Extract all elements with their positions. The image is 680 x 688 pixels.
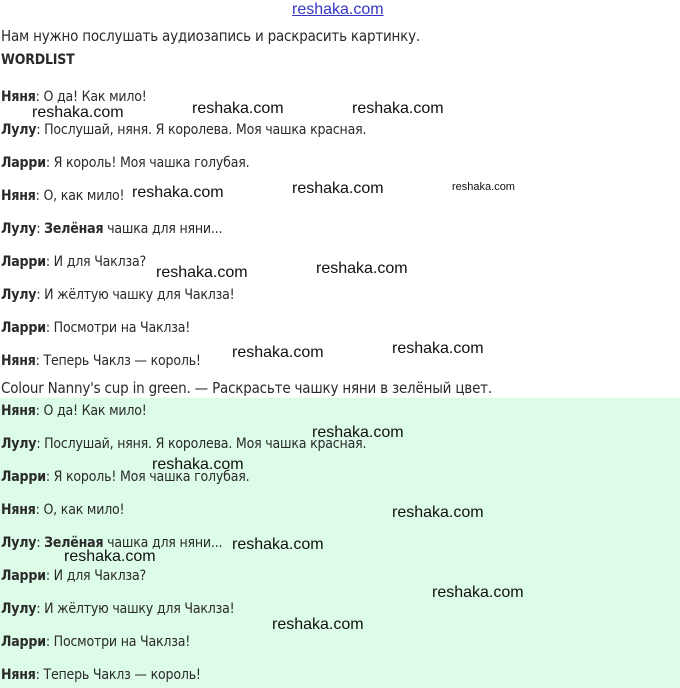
line-text: : О, как мило! [35,188,125,204]
watermark: reshaka.com [432,584,524,601]
dialogue-line [1,254,146,270]
line-prefix: : [36,535,45,551]
line-text: : И для Чаклза? [45,568,146,584]
watermark: reshaka.com [232,344,324,361]
dialogue-line [1,155,249,171]
dialogue-line [1,188,124,204]
watermark: reshaka.com [272,616,364,633]
speaker: Няня [1,353,36,369]
line-text: : Теперь Чаклз — король! [35,353,201,369]
line-text: : О да! Как мило! [35,89,147,105]
task-caption: Colour Nanny's cup in green. — Раскрасьте чашку няни в зелёный цвет. [1,379,492,397]
dialogue-line [1,403,147,419]
watermark: reshaka.com [132,184,224,201]
line-text: : О да! Как мило! [35,403,147,419]
watermark: reshaka.com [392,504,484,521]
speaker: Лулу [1,436,37,452]
speaker: Ларри [1,155,46,171]
speaker: Лулу [1,221,37,237]
speaker: Лулу [1,601,37,617]
emphasis: Зелёная [44,535,104,551]
dialogue-line [1,601,234,617]
dialogue-line [1,89,147,105]
dialogue-line [1,568,146,584]
watermark: reshaka.com [292,180,384,197]
speaker: Няня [1,403,36,419]
speaker: Лулу [1,122,37,138]
watermark: reshaka.com [64,548,156,565]
line-prefix: : [36,221,45,237]
watermark: reshaka.com [352,100,444,117]
line-text: : Посмотри на Чаклза! [45,320,191,336]
emphasis: Зелёная [44,221,104,237]
watermark: reshaka.com [232,536,324,553]
speaker: Няня [1,89,36,105]
watermark: reshaka.com [152,456,244,473]
line-text: : Послушай, няня. Я королева. Моя чашка красная. [36,436,367,452]
dialogue-line [1,320,190,336]
line-text: : И жёлтую чашку для Чаклза! [36,601,235,617]
line-text: чашка для няни... [103,535,223,551]
site-link[interactable]: reshaka.com [292,1,384,18]
speaker: Няня [1,188,36,204]
speaker: Ларри [1,634,46,650]
intro-text: Нам нужно послушать аудиозапись и раскрасить картинку. [1,27,420,45]
dialogue-line [1,634,190,650]
watermark: reshaka.com [452,181,515,193]
line-text: : Я король! Моя чашка голубая. [45,469,250,485]
line-text: : И жёлтую чашку для Чаклза! [36,287,235,303]
watermark: reshaka.com [32,104,124,121]
line-text: : И для Чаклза? [45,254,146,270]
speaker: Ларри [1,469,46,485]
watermark: reshaka.com [392,340,484,357]
line-text: : Послушай, няня. Я королева. Моя чашка красная. [36,122,367,138]
speaker: Ларри [1,320,46,336]
speaker: Лулу [1,287,37,303]
dialogue-line [1,287,234,303]
watermark: reshaka.com [156,264,248,281]
speaker: Няня [1,502,36,518]
dialogue-line [1,667,201,683]
dialogue-line [1,353,201,369]
speaker: Няня [1,667,36,683]
watermark: reshaka.com [192,100,284,117]
line-text: : Теперь Чаклз — король! [35,667,201,683]
speaker: Ларри [1,568,46,584]
line-text: чашка для няни... [103,221,223,237]
dialogue-line [1,122,366,138]
line-text: : О, как мило! [35,502,125,518]
watermark: reshaka.com [312,424,404,441]
watermark: reshaka.com [316,260,408,277]
dialogue-line [1,502,124,518]
dialogue-line [1,221,222,237]
line-text: : Я король! Моя чашка голубая. [45,155,250,171]
speaker: Лулу [1,535,37,551]
wordlist-heading: WORDLIST [1,52,75,68]
line-text: : Посмотри на Чаклза! [45,634,191,650]
speaker: Ларри [1,254,46,270]
